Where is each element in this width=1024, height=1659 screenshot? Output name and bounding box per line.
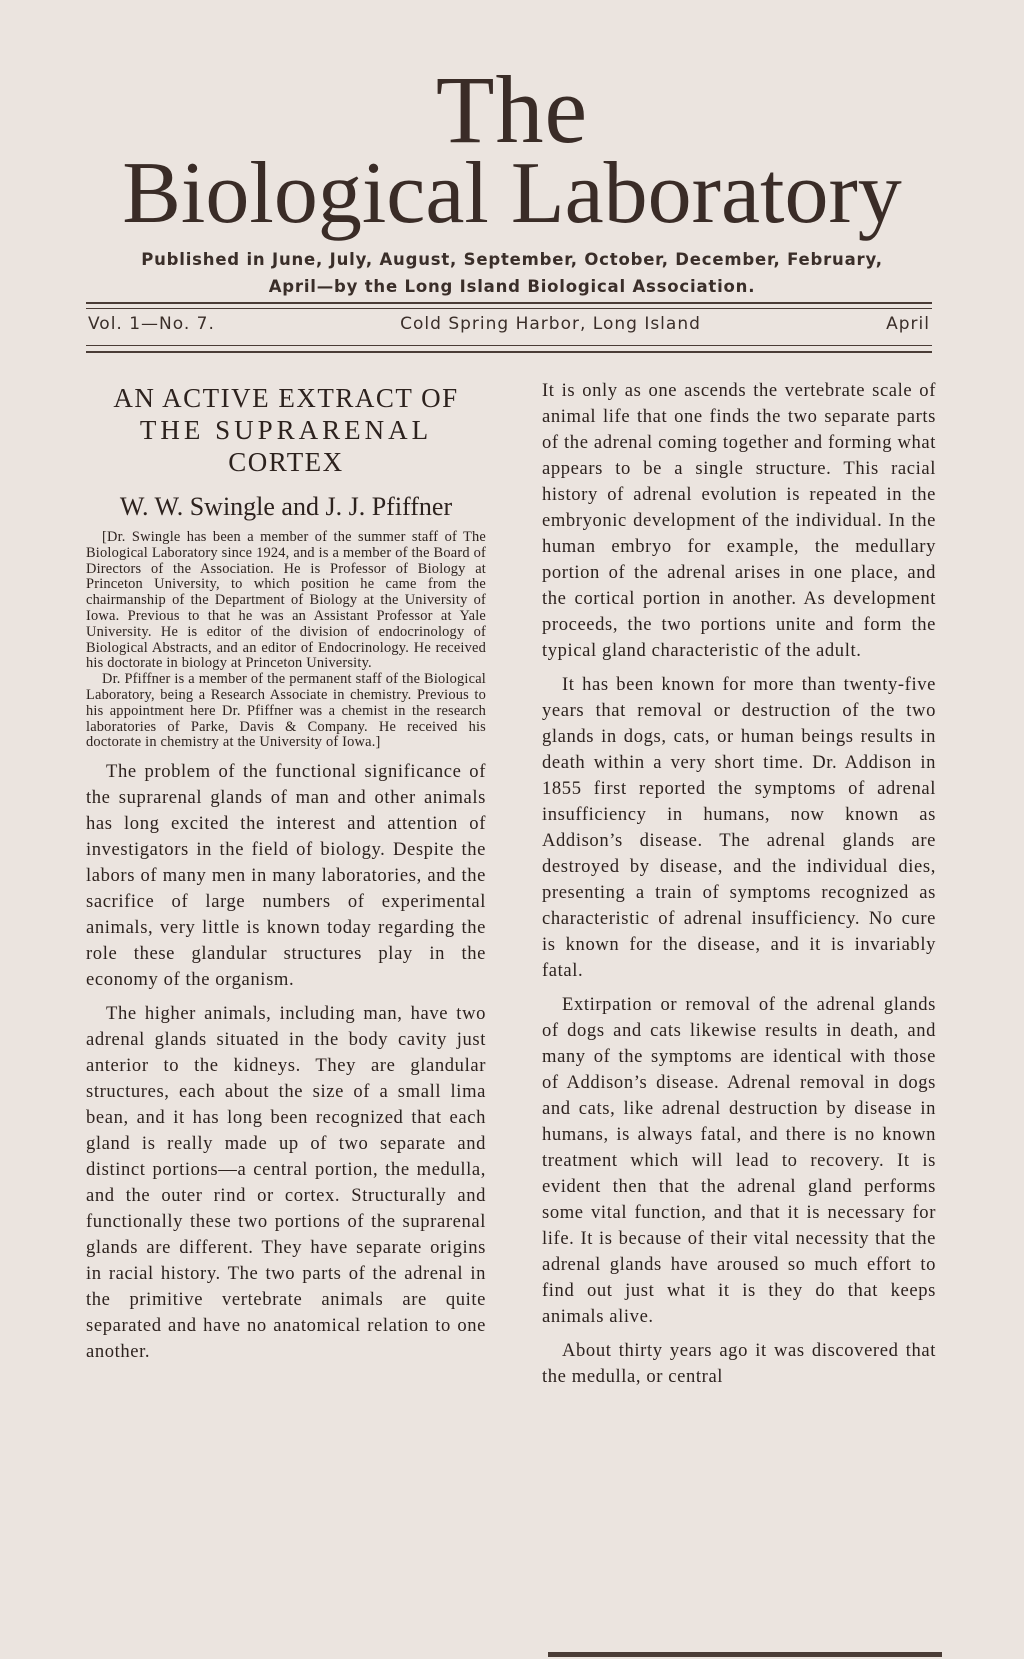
paragraph-5: Extirpation or removal of the adrenal glands of dogs and cats likewise results in death, and many of the symptoms are identical with those of Addison’s disease. Adrenal removal in dogs and cats, like adrenal destruction by disease in humans, is always fatal, and there is no known treatment which will lead to recovery. It is evident then that the adrenal gland performs some vital function, and that it is necessary for life. It is because of their vital necessity that the adrenal glands have aroused so much effort to find out just what it is they do that keeps animals alive. [542,994,936,1327]
bottom-rule [86,351,932,353]
paragraph-6: About thirty years ago it was discovered that the medulla, or central [542,1340,936,1387]
headline-line2: THE SUPRARENAL [139,415,433,445]
right-column [542,378,936,1390]
article-headline [86,382,486,478]
author-note-pfiffner: Dr. Pfiffner is a member of the permanent staff of the Biological Laboratory, being a Research Associate in chemistry. Previous to his appointment here Dr. Pfiffner was a chemist in the research laboratories of Parke, Davis & Company. He received his doctorate in chemistry at the University of Iowa.] [86,671,486,751]
issue-line [88,314,930,334]
headline-line1: AN ACTIVE EXTRACT OF [113,383,459,413]
bottom-rule-thin [86,345,932,346]
headline-line3: CORTEX [228,447,344,477]
paragraph-3: It is only as one ascends the vertebrate scale of animal life that one finds the two separate parts of the adrenal coming together and forming what appears to be a single structure. This racial history of adrenal evolution is repeated in the embryonic development of the individual. In the human embryo for example, the medullary portion of the adrenal arises in one place, and the cortical portion in another. As development proceeds, the two portions unite and form the typical gland characteristic of the adult. [542,380,936,661]
top-rule-thin [86,308,932,309]
issue-month: April [886,314,930,334]
article-byline: W. W. Swingle and J. J. Pfiffner [119,492,453,521]
location: Cold Spring Harbor, Long Island [400,314,701,334]
volume-number: Vol. 1—No. 7. [88,314,215,334]
paragraph-4: It has been known for more than twenty-five years that removal or destruction of the two glands in dogs, cats, or human beings results in death within a very short time. Dr. Addison in 1855 first reported the symptoms of adrenal insufficiency in humans, now known as Addison’s disease. The adrenal glands are destroyed by disease, and the individual dies, presenting a train of symptoms recognized as characteristic of adrenal insufficiency. No cure is known for the disease, and it is invariably fatal. [542,674,936,981]
paragraph-1: The problem of the functional significance of the suprarenal glands of man and other animals has long excited the interest and attention of investigators in the field of biology. Despite the labors of many men in many laboratories, and the sacrifice of large numbers of experimental animals, very little is known today regarding the role these glandular structures play in the economy of the organism. [86,761,486,991]
masthead-title: Biological Laboratory [122,145,902,242]
publication-info-line1: Published in June, July, August, September, October, December, February, [141,250,883,269]
left-column [86,382,486,1365]
footer-bar [548,1652,942,1657]
top-rule [86,302,932,304]
author-note-swingle: [Dr. Swingle has been a member of the summer staff of The Biological Laboratory since 1924, and is a member of the Board of Directors of the Association. He is Professor of Biology at Princeton University, to which position he came from the chairmanship of the Department of Biology at the University of Iowa. Previous to that he was an Assistant Professor at Yale University. He is editor of the division of endocrinology of Biological Abstracts, and an editor of Endocrinology. He received his doctorate in biology at Princeton University. [86,529,486,672]
paragraph-2: The higher animals, including man, have two adrenal glands situated in the body cavity just anterior to the kidneys. They are glandular structures, each about the size of a small lima bean, and it has long been recognized that each gland is really made up of two separate and distinct portions—a central portion, the medulla, and the outer rind or cortex. Structurally and functionally these two portions of the suprarenal glands are different. They have separate origins in racial history. The two parts of the adrenal in the primitive vertebrate animals are quite separated and have no anatomical relation to one another. [86,1003,486,1363]
publication-info-line2: April—by the Long Island Biological Association. [268,277,756,296]
masthead-the: The [435,56,589,163]
publication-info [90,246,934,300]
